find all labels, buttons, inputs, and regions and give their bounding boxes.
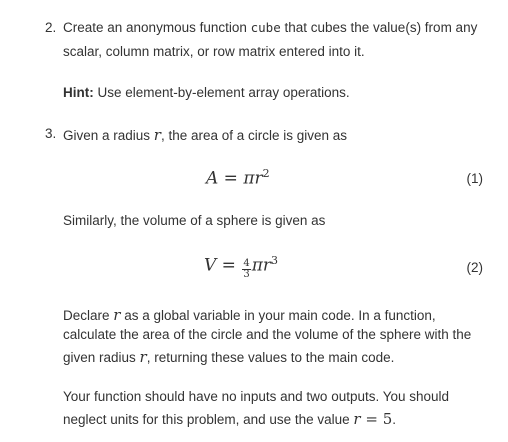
hint-line bbox=[63, 85, 350, 100]
p1-text: , returning these values to the main code. bbox=[146, 350, 395, 365]
hint-label: Hint: bbox=[63, 85, 94, 100]
paragraph-1-line-2: calculate the area of the circle and the volume of the sphere with the bbox=[63, 327, 472, 342]
intro-text: Given a radius bbox=[63, 128, 154, 143]
eq1-exponent: 2 bbox=[262, 167, 270, 180]
math-value: = 5 bbox=[360, 410, 393, 428]
equation-2 bbox=[204, 254, 278, 280]
eq2-exponent: 3 bbox=[271, 254, 279, 267]
p2-text: neglect units for this problem, and use the value bbox=[63, 412, 354, 427]
eq2-fraction bbox=[242, 259, 250, 280]
eq1-rhs: πr bbox=[243, 168, 263, 189]
math-var-r: r bbox=[153, 126, 161, 144]
item-2-text: that cubes the value(s) from any bbox=[280, 20, 478, 35]
item-2-line-2: scalar, column matrix, or row matrix entered into it. bbox=[63, 44, 365, 59]
item-3-intro bbox=[63, 126, 347, 144]
paragraph-2-line-2 bbox=[63, 410, 396, 428]
p1-text: Declare bbox=[63, 308, 114, 323]
math-var-r: r bbox=[353, 410, 361, 428]
paragraph-1-line-3 bbox=[63, 348, 394, 366]
hint-text: Use element-by-element array operations. bbox=[93, 85, 350, 100]
intro-text: , the area of a circle is given as bbox=[160, 128, 348, 143]
paragraph-1-line-1 bbox=[63, 306, 436, 324]
item-2-number: 2. bbox=[45, 20, 57, 35]
equation-1 bbox=[206, 167, 270, 189]
item-2-text: Create an anonymous function bbox=[63, 20, 251, 35]
item-2-line-1 bbox=[63, 20, 477, 35]
equation-2-number: (2) bbox=[466, 260, 483, 275]
eq2-frac-numerator: 4 bbox=[243, 257, 250, 269]
p1-text: given radius bbox=[63, 350, 140, 365]
p1-text: as a global variable in your main code. In a function, bbox=[120, 308, 436, 323]
math-var-r: r bbox=[139, 348, 147, 366]
p2-text: . bbox=[392, 412, 397, 427]
paragraph-2-line-1: Your function should have no inputs and two outputs. You should bbox=[63, 389, 450, 404]
eq2-rhs: πr bbox=[251, 255, 272, 276]
math-var-r: r bbox=[113, 306, 121, 324]
eq2-equals: = bbox=[216, 255, 242, 276]
equation-1-number: (1) bbox=[466, 171, 483, 186]
eq2-lhs: V bbox=[204, 255, 217, 276]
code-cube: cube bbox=[250, 20, 281, 35]
eq2-frac-denominator: 3 bbox=[243, 268, 250, 280]
eq1-lhs: A bbox=[206, 168, 219, 189]
similarly-text: Similarly, the volume of a sphere is given as bbox=[63, 213, 326, 228]
item-3-number: 3. bbox=[45, 126, 57, 141]
eq1-equals: = bbox=[218, 168, 244, 189]
